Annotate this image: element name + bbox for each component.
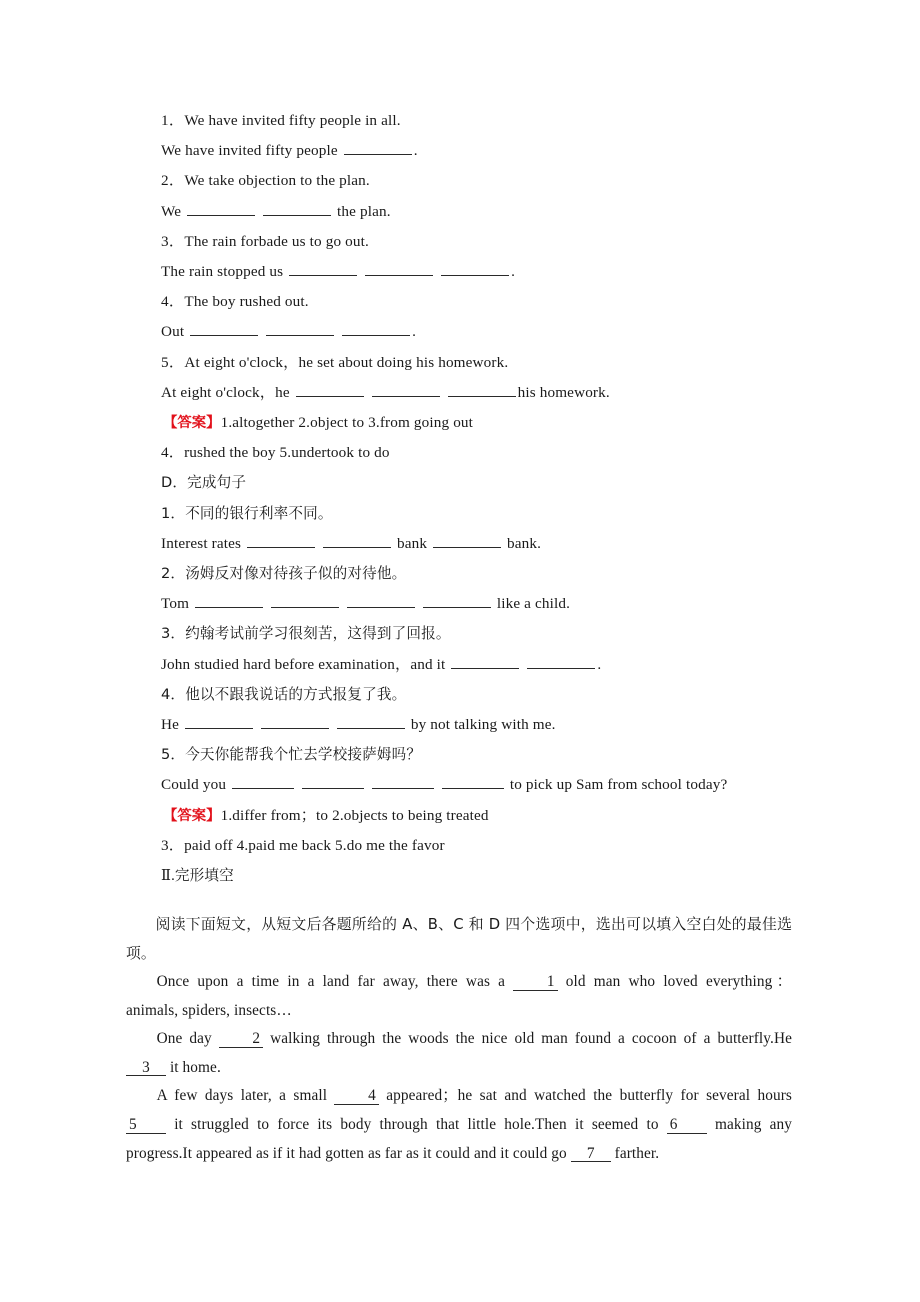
fill-blank[interactable]: [442, 775, 504, 790]
item-marker: 4．: [161, 685, 186, 703]
fill-blank[interactable]: [323, 533, 391, 548]
item-marker: 3．: [161, 232, 185, 250]
answer-key-text: 1.altogether 2.object to 3.from going out: [220, 414, 474, 432]
item-prompt-text: 今天你能帮我个忙去学校接萨姆吗？: [185, 746, 422, 764]
question-prompt: [161, 227, 861, 257]
sentence-prefix: Interest rates: [161, 534, 242, 552]
question-prompt: [161, 287, 861, 317]
passage-paragraph: [126, 1025, 792, 1054]
item-marker: 4．: [161, 293, 185, 311]
passage-text: old man who loved everything：: [565, 973, 792, 990]
question-prompt-zh: [161, 559, 861, 589]
item-marker: 1．: [161, 504, 186, 522]
item-marker: 2．: [161, 565, 186, 583]
sentence-suffix: .: [511, 263, 516, 281]
item-marker: 5．: [161, 353, 185, 371]
answer-key-line: [161, 438, 861, 468]
answer-key-line: [161, 801, 861, 831]
fill-blank[interactable]: [247, 533, 315, 548]
item-prompt-text: The boy rushed out.: [184, 293, 309, 311]
fill-blank[interactable]: [342, 321, 410, 336]
answer-key-text: 3．paid off 4.paid me back 5.do me the favor: [161, 836, 445, 854]
answer-sentence: [161, 529, 861, 559]
item-prompt-text: 他以不跟我说话的方式报复了我。: [185, 685, 407, 703]
passage-text: animals, spiders, insects…: [126, 1001, 292, 1019]
section-ii-heading-text: Ⅱ.完形填空: [161, 868, 234, 885]
question-prompt-zh: [161, 619, 861, 649]
fill-blank[interactable]: [441, 261, 509, 276]
sentence-suffix: the plan.: [337, 202, 391, 220]
passage-paragraph-cont: [126, 1111, 792, 1140]
sentence-suffix: bank.: [507, 534, 542, 552]
cloze-instruction: 阅读下面短文，从短文后各题所给的 A、B、C 和 D 四个选项中，选出可以填入空白处的最佳选项。: [126, 916, 792, 962]
fill-blank[interactable]: [187, 201, 255, 216]
cloze-blank-5[interactable]: 5: [126, 1117, 166, 1134]
passage-text: walking through the woods the nice old man found a cocoon of a butterfly.He: [270, 1030, 792, 1048]
cloze-blank-2[interactable]: 2: [219, 1031, 263, 1048]
passage-text: One day: [156, 1030, 212, 1048]
answer-sentence: [161, 197, 861, 227]
answer-key-text: 4．rushed the boy 5.undertook to do: [161, 444, 390, 462]
passage-paragraph: [126, 968, 792, 997]
fill-blank[interactable]: [448, 382, 516, 397]
fill-blank[interactable]: [372, 775, 434, 790]
passage-text: farther.: [614, 1144, 660, 1162]
fill-blank[interactable]: [527, 654, 595, 669]
sentence-mid: bank: [396, 534, 428, 552]
passage-paragraph: [126, 1082, 792, 1111]
item-prompt-text: 约翰考试前学习很刻苦，这得到了回报。: [185, 625, 451, 643]
answer-sentence: [161, 378, 861, 408]
passage-text: it struggled to force its body through that little hole.Then it seemed to: [174, 1115, 659, 1133]
passage-text: progress.It appeared as if it had gotten as far as it could and it could go: [126, 1144, 567, 1162]
fill-blank[interactable]: [263, 201, 331, 216]
answer-key-line: [161, 831, 861, 861]
fill-blank[interactable]: [190, 321, 258, 336]
fill-blank[interactable]: [372, 382, 440, 397]
cloze-blank-6[interactable]: 6: [667, 1117, 707, 1134]
item-prompt-text: 汤姆反对像对待孩子似的对待他。: [185, 565, 407, 583]
question-prompt: [161, 106, 861, 136]
fill-blank[interactable]: [337, 714, 405, 729]
sentence-prefix: Could you: [161, 776, 227, 794]
answer-sentence: [161, 136, 861, 166]
answer-sentence: [161, 257, 861, 287]
passage-text: appeared；he sat and watched the butterfly for several hours: [386, 1087, 792, 1105]
item-marker: 1．: [161, 112, 185, 129]
answer-sentence: [161, 589, 861, 619]
passage-text: it home.: [169, 1058, 221, 1076]
fill-blank[interactable]: [266, 321, 334, 336]
answer-key-line: [161, 408, 861, 438]
sentence-suffix: .: [413, 142, 418, 160]
cloze-blank-1[interactable]: 1: [513, 974, 557, 991]
answer-key-text: 1.differ from；to 2.objects to being treated: [220, 806, 489, 824]
question-prompt-zh: [161, 499, 861, 529]
passage-paragraph-cont: [126, 997, 792, 1026]
sentence-suffix: like a child.: [496, 595, 571, 613]
item-marker: 3．: [161, 625, 186, 643]
fill-blank[interactable]: [451, 654, 519, 669]
question-prompt-zh: [161, 740, 861, 770]
cloze-blank-3[interactable]: 3: [126, 1060, 166, 1077]
sentence-prefix: Tom: [161, 595, 190, 613]
sentence-suffix: .: [412, 323, 417, 341]
item-prompt-text: We have invited fifty people in all.: [184, 112, 401, 129]
sentence-prefix: John studied hard before examination，and it: [161, 655, 446, 673]
answer-key-label: 【答案】: [163, 807, 221, 824]
sentence-prefix: He: [161, 716, 180, 734]
fill-blank[interactable]: [347, 593, 415, 608]
passage-text: making any: [714, 1115, 792, 1133]
question-prompt: [161, 348, 861, 378]
item-prompt-text: At eight o'clock，he set about doing his homework.: [184, 353, 509, 371]
answer-sentence: [161, 650, 861, 680]
item-prompt-text: We take objection to the plan.: [184, 172, 370, 190]
item-marker: 5．: [161, 746, 186, 764]
item-marker: 2．: [161, 172, 185, 190]
sentence-prefix: We have invited fifty people: [161, 142, 338, 160]
cloze-blank-4[interactable]: 4: [334, 1088, 378, 1105]
fill-blank[interactable]: [289, 261, 357, 276]
sentence-prefix: Out: [161, 323, 185, 341]
cloze-passage: [126, 910, 792, 1168]
answer-sentence: [161, 710, 861, 740]
sentence-suffix: his homework.: [517, 383, 610, 401]
sentence-suffix: to pick up Sam from school today?: [509, 776, 728, 794]
cloze-blank-7[interactable]: 7: [571, 1146, 611, 1163]
fill-blank[interactable]: [433, 533, 501, 548]
answer-sentence: [161, 317, 861, 347]
fill-blank[interactable]: [296, 382, 364, 397]
fill-blank[interactable]: [365, 261, 433, 276]
fill-blank[interactable]: [261, 714, 329, 729]
question-prompt: [161, 166, 861, 196]
passage-text: Once upon a time in a land far away, there was a: [156, 973, 506, 990]
passage-text: A few days later, a small: [156, 1087, 328, 1105]
fill-blank[interactable]: [271, 593, 339, 608]
fill-blank[interactable]: [232, 775, 294, 790]
passage-paragraph-cont: [126, 1054, 792, 1083]
sentence-prefix: At eight o'clock，he: [161, 383, 290, 401]
section-ii-heading: [161, 861, 861, 891]
item-prompt-text: 不同的银行利率不同。: [185, 504, 333, 522]
sentence-suffix: by not talking with me.: [410, 716, 556, 734]
answer-key-label: 【答案】: [163, 415, 221, 432]
answer-sentence: [161, 770, 861, 800]
section-d-heading: D．完成句子: [161, 474, 247, 492]
fill-blank[interactable]: [344, 140, 412, 155]
fill-blank[interactable]: [185, 714, 253, 729]
sentence-prefix: The rain stopped us: [161, 263, 284, 281]
fill-blank[interactable]: [195, 593, 263, 608]
fill-blank[interactable]: [302, 775, 364, 790]
item-prompt-text: The rain forbade us to go out.: [184, 232, 369, 250]
sentence-prefix: We: [161, 202, 182, 220]
passage-paragraph-cont: [126, 1140, 792, 1169]
question-prompt-zh: [161, 680, 861, 710]
sentence-suffix: .: [597, 655, 602, 673]
fill-blank[interactable]: [423, 593, 491, 608]
exercise-block: [161, 106, 861, 891]
